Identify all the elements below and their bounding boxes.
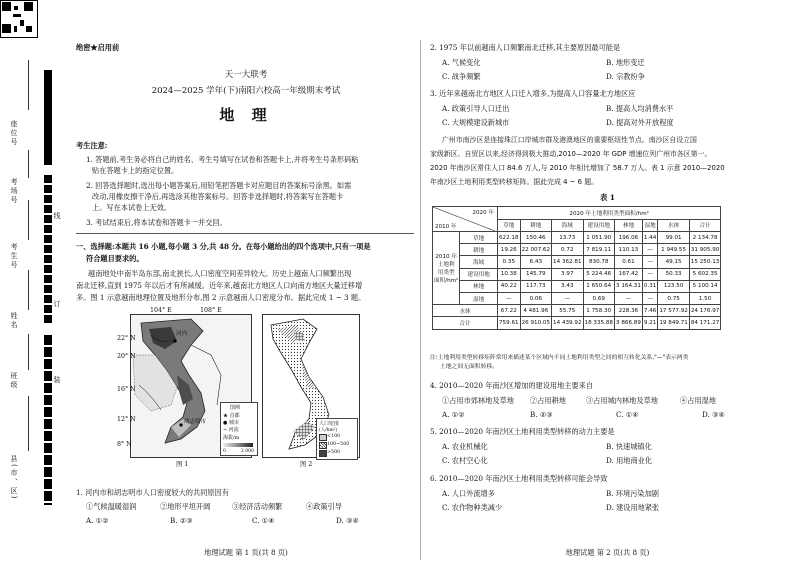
table-row bbox=[433, 305, 721, 317]
qr-code bbox=[0, 0, 38, 38]
q5-choice-b[interactable]: B. 快速城镇化 bbox=[606, 442, 652, 451]
divider bbox=[76, 233, 414, 234]
table-cell: 830.78 bbox=[583, 256, 614, 268]
table-cell: 123.50 bbox=[658, 280, 689, 292]
table-row bbox=[433, 317, 721, 329]
fig1-lat-label: 12° N bbox=[117, 416, 136, 423]
table-cell: — bbox=[642, 292, 657, 304]
q2-stem: 2. 1975 年以前越南人口频繁南北迁移,其主要原因最可能是 bbox=[430, 43, 621, 52]
fig1-lat-label: 22° N bbox=[117, 335, 136, 342]
table-cell: 1.44 bbox=[642, 232, 657, 244]
page-footer-right: 地理试题 第 2 页(共 8 页) bbox=[565, 548, 650, 557]
row-header: 合计 bbox=[433, 317, 498, 329]
page-divider bbox=[420, 40, 421, 560]
fig1-legend bbox=[220, 402, 258, 456]
table-cell: 99.01 bbox=[658, 232, 689, 244]
table-cell: 0.06 bbox=[520, 292, 551, 304]
q6-stem: 6. 2010—2020 年南沙区土地利用类型转移可能会导致 bbox=[430, 474, 608, 483]
table-column-header: 合计 bbox=[689, 219, 720, 232]
table-cell: 18 335.88 bbox=[583, 317, 614, 329]
row-header: 林地 bbox=[460, 280, 498, 292]
table-column-header: 海域 bbox=[552, 219, 583, 232]
table-cell: 15 250.13 bbox=[689, 256, 720, 268]
table-cell: 0.61 bbox=[614, 256, 642, 268]
table-row bbox=[433, 232, 721, 244]
table-cell: 0.75 bbox=[658, 292, 689, 304]
table-column-header: 耕地 bbox=[520, 219, 551, 232]
table-cell: 0.31 bbox=[642, 280, 657, 292]
table-column-header: 草地 bbox=[498, 219, 521, 232]
q4-stem: 4. 2010—2020 年南沙区增加的建设用地主要来自 bbox=[430, 381, 594, 390]
table-cell: 14 362.81 bbox=[552, 256, 583, 268]
table-cell: 117.73 bbox=[520, 280, 551, 292]
fig2-legend-title: 人口密度 bbox=[319, 421, 340, 427]
table-row bbox=[433, 244, 721, 256]
table-cell: 50.33 bbox=[658, 268, 689, 280]
q5-choice-d[interactable]: D. 用地商业化 bbox=[606, 456, 653, 465]
table-cell: 2 134.78 bbox=[689, 232, 720, 244]
legend-swatch-low bbox=[319, 434, 327, 441]
binding-bar bbox=[44, 335, 52, 505]
table-cell: 67.22 bbox=[498, 305, 521, 317]
seal-bind-char: 装 bbox=[53, 376, 61, 383]
table-cell: 49.15 bbox=[658, 256, 689, 268]
table-cell: 0.35 bbox=[498, 256, 521, 268]
row-header: 海域 bbox=[460, 256, 498, 268]
fill-line bbox=[28, 270, 29, 310]
table-cell: 19.26 bbox=[498, 244, 521, 256]
subject-title: 地 理 bbox=[219, 106, 273, 124]
table-cell: 19 849.71 bbox=[658, 317, 689, 329]
exam-name: 天一大联考 bbox=[224, 70, 268, 80]
table-cell: — bbox=[642, 244, 657, 256]
table-cell: 196.06 bbox=[614, 232, 642, 244]
binding-bar bbox=[44, 70, 52, 165]
row-header: 湿地 bbox=[460, 292, 498, 304]
table-cell: — bbox=[642, 256, 657, 268]
q4-option: ④占用湿地 bbox=[680, 396, 716, 405]
passage-line: 越南地处中南半岛东部,南北狭长,人口密度空间差异较大。历史上越南人口频繁出现 bbox=[88, 269, 352, 278]
row-header: 耕地 bbox=[460, 244, 498, 256]
table-cell: 3.43 bbox=[552, 280, 583, 292]
fill-line bbox=[28, 150, 29, 178]
table-cell: 10.38 bbox=[498, 268, 521, 280]
fig1-lon-label: 104° E bbox=[150, 307, 172, 314]
q6-choice-d[interactable]: D. 建设用地紧张 bbox=[606, 503, 660, 512]
fill-line bbox=[28, 60, 29, 110]
table-cell: 55.75 bbox=[552, 305, 583, 317]
exam-year: 2024—2025 学年(下)南阳六校高一年级期末考试 bbox=[151, 86, 341, 96]
q4-choice-a[interactable]: A. ①② bbox=[442, 410, 465, 419]
table-row bbox=[433, 292, 721, 304]
q3-choice-b[interactable]: B. 提高人均消费水平 bbox=[606, 104, 674, 113]
q3-choice-a[interactable]: A. 政策引导人口迁出 bbox=[442, 104, 510, 113]
q2-choice-d[interactable]: D. 宗教纷争 bbox=[606, 72, 645, 81]
table-note-cont: 土地之间无面积转移。 bbox=[440, 364, 498, 370]
table-cell: 7.46 bbox=[642, 305, 657, 317]
row-group-label bbox=[433, 232, 460, 305]
passage-line: 多。图 1 示意越南地理位置及地形分布,图 2 示意越南人口密度分布。据此完成 1 ~ 3 题。 bbox=[76, 293, 366, 302]
row-group-line: 面积/hm² bbox=[434, 278, 459, 285]
row-header: 水体 bbox=[433, 305, 498, 317]
q1-option: ②地形平坦开阔 bbox=[160, 502, 211, 511]
city-hcm: 胡志明市 bbox=[184, 419, 207, 425]
legend-city: ● 城市 bbox=[223, 420, 239, 426]
table-column-header: 林地 bbox=[614, 219, 642, 232]
table-cell: 1 051.90 bbox=[583, 232, 614, 244]
page-footer-left: 地理试题 第 1 页(共 8 页) bbox=[204, 548, 288, 557]
legend-mid: 100~500 bbox=[327, 442, 350, 447]
corner-bottom-label: 2010 年 bbox=[435, 224, 457, 230]
q2-choice-c[interactable]: C. 战争频繁 bbox=[442, 72, 481, 81]
table-cell: 110.13 bbox=[614, 244, 642, 256]
q1-choice-d[interactable]: D. ③④ bbox=[336, 516, 359, 525]
notes-title: 考生注意: bbox=[76, 141, 108, 150]
table-cell: 3 866.89 bbox=[614, 317, 642, 329]
table-cell: 228.36 bbox=[614, 305, 642, 317]
table-cell: 145.79 bbox=[520, 268, 551, 280]
table-cell: 31 905.90 bbox=[689, 244, 720, 256]
legend-high: >500 bbox=[327, 450, 341, 455]
table-cell: — bbox=[614, 292, 642, 304]
table-row bbox=[433, 268, 721, 280]
seat-number-label: 座位号 bbox=[10, 120, 18, 147]
fill-line bbox=[28, 200, 29, 240]
district-label: 县(市、区) bbox=[10, 455, 18, 501]
table-column-header: 建设用地 bbox=[583, 219, 614, 232]
section-title-cont: 符合题目要求的。 bbox=[86, 254, 144, 263]
passage2-line: 年南沙区土地利用类型转移矩阵。据此完成 4 ~ 6 题。 bbox=[430, 178, 599, 186]
table-cell: — bbox=[552, 292, 583, 304]
table-cell: 6.43 bbox=[520, 256, 551, 268]
legend-elevation: 海拔/m bbox=[223, 435, 240, 441]
table-column-header: 湿地 bbox=[642, 219, 657, 232]
fig1-lon-label: 108° E bbox=[200, 307, 222, 314]
table-cell: 13.73 bbox=[552, 232, 583, 244]
legend-swatch-mid bbox=[319, 442, 327, 449]
row-header: 草地 bbox=[460, 232, 498, 244]
table-cell: 1.50 bbox=[689, 292, 720, 304]
table-cell: — bbox=[498, 292, 521, 304]
q1-choice-a[interactable]: A. ①② bbox=[86, 516, 109, 525]
elev-min: 0 bbox=[223, 449, 226, 454]
seal-line-char: 线 bbox=[53, 212, 61, 219]
name-label: 姓名 bbox=[10, 312, 18, 330]
q4-option: ③占用城内林地及草地 bbox=[586, 396, 658, 405]
q4-option: ①占用市郊林地及草地 bbox=[442, 396, 514, 405]
table-cell: 26 910.05 bbox=[520, 317, 551, 329]
q1-choice-c[interactable]: C. ①④ bbox=[252, 516, 275, 525]
table-cell: 9.21 bbox=[642, 317, 657, 329]
q6-choice-c[interactable]: C. 农作物种类减少 bbox=[442, 503, 503, 512]
fig2-legend bbox=[316, 418, 358, 460]
q1-option: ④政策引导 bbox=[306, 502, 342, 511]
fig1-lat-label: 8° N bbox=[117, 441, 132, 448]
table-cell: 0.72 bbox=[552, 244, 583, 256]
table-cell: 759.61 bbox=[498, 317, 521, 329]
binding-bar bbox=[44, 175, 52, 325]
table-cell: 1 650.64 bbox=[583, 280, 614, 292]
legend-capital: ★ 首都 bbox=[223, 413, 240, 419]
candidate-number-label: 考生号 bbox=[10, 243, 18, 270]
q3-stem: 3. 近年来越南北方地区人口迁入增多,为提高人口容量北方地区应 bbox=[430, 89, 636, 98]
q4-choice-d[interactable]: D. ③④ bbox=[702, 410, 725, 419]
fig1-legend-title: 图例 bbox=[230, 405, 241, 411]
confidential-mark: 绝密★启用前 bbox=[76, 43, 120, 52]
q6-choice-b[interactable]: B. 环境污染加剧 bbox=[606, 489, 659, 498]
q6-choice-a[interactable]: A. 人口外流增多 bbox=[442, 489, 495, 498]
passage2-line: 家级新区、自贸区以来,经济得到极大推动,2010—2020 年 GDP 增速位列广州市各区第一。 bbox=[430, 150, 712, 158]
passage2-line: 广州市南沙区是连接珠江口岸城市群及港澳地区的重要枢纽性节点。南沙区自设立国 bbox=[442, 136, 697, 144]
q5-choice-c[interactable]: C. 农村空心化 bbox=[442, 456, 488, 465]
table-column-header: 水体 bbox=[658, 219, 689, 232]
table-cell: 3.97 bbox=[552, 268, 583, 280]
table-cell: 5 602.35 bbox=[689, 268, 720, 280]
table-cell: 7 819.11 bbox=[583, 244, 614, 256]
notes-line: 3. 考试结束后,将本试卷和答题卡一并交回。 bbox=[86, 218, 227, 227]
q4-choice-b[interactable]: B. ②③ bbox=[530, 410, 553, 419]
q2-choice-a[interactable]: A. 气候变化 bbox=[442, 58, 481, 67]
passage-line: 南北迁移,直到 1975 年以后才有所减缓。近年来,越南北方地区人口向南方地区大量迁移增 bbox=[76, 281, 363, 290]
row-group-line: 2010 年 bbox=[435, 254, 457, 261]
elev-max: 2 000 bbox=[241, 449, 254, 454]
table-row bbox=[433, 280, 721, 292]
q5-stem: 5. 2010—2020 年南沙区土地利用类型转移的动力主要是 bbox=[430, 427, 615, 436]
q3-choice-c[interactable]: C. 大规模建设新城市 bbox=[442, 118, 510, 127]
table-cell: 40.22 bbox=[498, 280, 521, 292]
table-cell: 17 577.92 bbox=[658, 305, 689, 317]
section-title: 一、选择题:本题共 16 小题,每小题 3 分,共 48 分。在每小题给出的四个选项中,只有一项是 bbox=[76, 242, 371, 251]
row-header: 建设用地 bbox=[460, 268, 498, 280]
notes-line: 改动,用橡皮擦干净后,再选涂其他答案标号。回答非选择题时,将答案写在答题卡 bbox=[92, 192, 344, 201]
legend-low: <100 bbox=[327, 434, 341, 439]
table-cell: 22 007.62 bbox=[520, 244, 551, 256]
fill-line bbox=[28, 334, 29, 370]
row-group-line: 用类型 bbox=[437, 270, 455, 277]
fig2-caption: 图 2 bbox=[300, 461, 313, 468]
q1-option: ①气候温暖湿润 bbox=[86, 502, 137, 511]
q5-choice-a[interactable]: A. 农业机械化 bbox=[442, 442, 488, 451]
row-group-line: 土地利 bbox=[437, 262, 455, 269]
fig1-lat-label: 20° N bbox=[117, 353, 136, 360]
class-label: 班级 bbox=[10, 372, 18, 390]
notes-line: 1. 答题前,考生务必将自己的姓名、考生号填写在试卷和答题卡上,并将考生号条形码粘 bbox=[86, 155, 359, 164]
q1-choice-b[interactable]: B. ②③ bbox=[170, 516, 193, 525]
table-cell: 24 176.97 bbox=[689, 305, 720, 317]
table-cell: 1 758.30 bbox=[583, 305, 614, 317]
notes-line: 上。写在本试卷上无效。 bbox=[92, 203, 172, 212]
fig1-lat-label: 16° N bbox=[117, 386, 136, 393]
table-cell: 3 164.31 bbox=[614, 280, 642, 292]
table1-caption: 表 1 bbox=[600, 193, 615, 202]
table-cell: 0.69 bbox=[583, 292, 614, 304]
table-cell: 5 100.14 bbox=[689, 280, 720, 292]
city-hanoi: 河内 bbox=[176, 331, 188, 337]
seal-order-char: 订 bbox=[53, 300, 61, 307]
legend-river: ~ 河流 bbox=[223, 427, 239, 433]
q1-stem: 1. 河内市和胡志明市人口密度较大的共同原因有 bbox=[76, 488, 229, 497]
table-header-span: 2020 年土地利用类型面积/hm² bbox=[498, 207, 721, 220]
table-cell: 1 949.55 bbox=[658, 244, 689, 256]
q4-choice-c[interactable]: C. ①④ bbox=[616, 410, 639, 419]
table-cell: 4 481.96 bbox=[520, 305, 551, 317]
table-cell: 150.46 bbox=[520, 232, 551, 244]
notes-line: 2. 回答选择题时,选出每小题答案后,用铅笔把答题卡对应题目的答案标号涂黑。如需 bbox=[86, 181, 352, 190]
table-note: 注:土地利用类型转移矩阵常用来描述某个区域内不同土地利用类型之间的相互转化关系,"—"表示两类 bbox=[430, 355, 689, 361]
table-cell: 5 224.46 bbox=[583, 268, 614, 280]
room-number-label: 考场号 bbox=[10, 178, 18, 205]
table-cell: 622.18 bbox=[498, 232, 521, 244]
fig2-legend-unit: (人/km²) bbox=[319, 428, 338, 433]
table1 bbox=[432, 206, 721, 330]
table-cell: 84 171.27 bbox=[689, 317, 720, 329]
q2-choice-b[interactable]: B. 地形变迁 bbox=[606, 58, 645, 67]
legend-swatch-high bbox=[319, 450, 327, 457]
fig1-caption: 图 1 bbox=[176, 461, 189, 468]
q1-option: ③经济活动频繁 bbox=[232, 502, 283, 511]
table-cell: — bbox=[642, 268, 657, 280]
corner-top-label: 2020 年 bbox=[472, 210, 494, 216]
fill-line bbox=[28, 396, 29, 451]
table-cell: 14 439.92 bbox=[552, 317, 583, 329]
q3-choice-d[interactable]: D. 提高对外开放程度 bbox=[606, 118, 674, 127]
q4-option: ②占用耕地 bbox=[530, 396, 566, 405]
table-row bbox=[433, 256, 721, 268]
table-cell: 167.42 bbox=[614, 268, 642, 280]
passage2-line: 2020 年南沙区常住人口 84.6 万人,与 2010 年相比增加了 58.7 万人。表 1 示意 2010—2020 bbox=[430, 164, 725, 172]
notes-line: 贴在答题卡上的指定位置。 bbox=[92, 166, 179, 175]
